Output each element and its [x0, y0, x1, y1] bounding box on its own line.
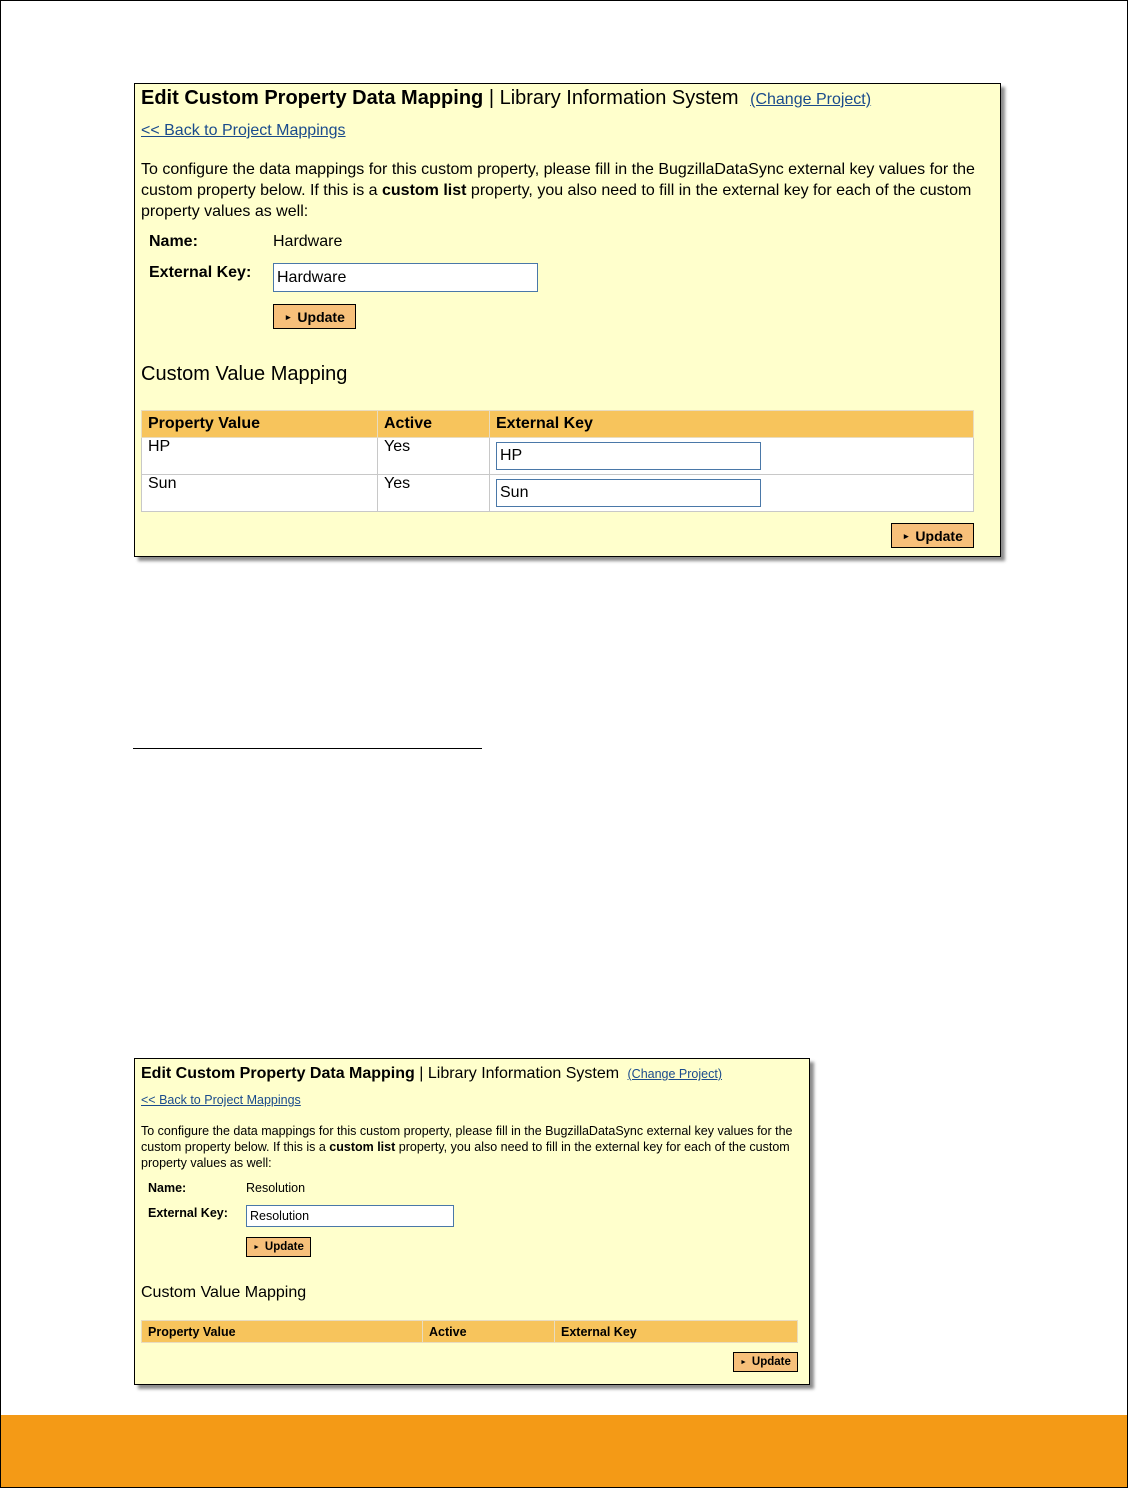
custom-value-table: [141, 1320, 798, 1343]
row-external-key-input[interactable]: HP: [496, 442, 761, 470]
change-project-link[interactable]: (Change Project): [627, 1067, 722, 1081]
page-header: [141, 87, 871, 110]
custom-value-table: [141, 410, 974, 512]
title-separator: |: [419, 1065, 424, 1082]
update-button-label: Update: [264, 1241, 304, 1253]
cell-external-key: [490, 475, 974, 512]
page-title: Edit Custom Property Data Mapping: [141, 87, 484, 109]
external-key-input[interactable]: Hardware: [273, 263, 538, 292]
intro-text-bold: custom list: [382, 182, 467, 199]
title-separator: |: [488, 87, 495, 109]
custom-value-mapping-heading: Custom Value Mapping: [141, 1284, 307, 1301]
table-row: [142, 475, 974, 512]
cell-property-value: Sun: [142, 475, 378, 512]
external-key-label: External Key:: [149, 264, 252, 281]
screenshot-resolution-mapping: [134, 1058, 810, 1385]
custom-value-mapping-heading: Custom Value Mapping: [141, 363, 348, 385]
bottom-update-button-label: Update: [751, 1356, 791, 1368]
name-label: Name:: [148, 1181, 187, 1195]
intro-text-start: To configure the data mappings for this custom property, please fill in the BugzillaDataSync external key values for the custom property below. If this is a: [141, 1124, 793, 1154]
intro-text-end: property, you also need to fill in the external key for each of the custom property values as well:: [141, 182, 972, 220]
cell-active: Yes: [378, 438, 490, 475]
back-to-mappings-link[interactable]: << Back to Project Mappings: [141, 1093, 301, 1107]
header-active: Active: [423, 1321, 555, 1343]
bottom-update-button[interactable]: [733, 1352, 798, 1372]
header-external-key: External Key: [490, 411, 974, 438]
play-arrow-icon: ►: [740, 1358, 747, 1366]
external-key-label: External Key:: [148, 1206, 228, 1220]
bottom-update-button[interactable]: [891, 523, 974, 548]
header-property-value: Property Value: [142, 1321, 423, 1343]
header-external-key: External Key: [555, 1321, 798, 1343]
play-arrow-icon: ►: [253, 1243, 260, 1251]
change-project-link[interactable]: (Change Project): [750, 91, 872, 108]
page-header: [141, 1065, 722, 1083]
play-arrow-icon: ►: [284, 311, 293, 322]
bottom-update-button-label: Update: [915, 527, 963, 544]
update-button[interactable]: [273, 304, 356, 329]
name-value: Resolution: [246, 1181, 306, 1195]
update-button-label: Update: [297, 308, 345, 325]
table-header-row: [142, 411, 974, 438]
project-name: Library Information System: [427, 1065, 620, 1082]
intro-paragraph: [141, 159, 991, 222]
row-external-key-input[interactable]: Sun: [496, 479, 761, 507]
cell-external-key: [490, 438, 974, 475]
update-button[interactable]: [246, 1237, 311, 1257]
intro-paragraph: [141, 1123, 801, 1171]
intro-text-bold: custom list: [329, 1140, 396, 1154]
intro-text-end: property, you also need to fill in the external key for each of the custom property values as well:: [141, 1140, 790, 1170]
page-title: Edit Custom Property Data Mapping: [141, 1065, 415, 1082]
back-to-mappings-link[interactable]: << Back to Project Mappings: [141, 122, 346, 139]
play-arrow-icon: ►: [902, 530, 911, 541]
project-name: Library Information System: [499, 87, 739, 109]
table-header-row: [142, 1321, 798, 1343]
header-property-value: Property Value: [142, 411, 378, 438]
name-label: Name:: [149, 233, 198, 250]
cell-property-value: HP: [142, 438, 378, 475]
cell-active: Yes: [378, 475, 490, 512]
screenshot-hardware-mapping: [134, 83, 1001, 557]
footer-bar: [1, 1415, 1127, 1487]
table-row: [142, 438, 974, 475]
name-value: Hardware: [273, 233, 343, 250]
header-active: Active: [378, 411, 490, 438]
intro-text-start: To configure the data mappings for this custom property, please fill in the BugzillaDataSync external key values for the custom property below. If this is a: [141, 161, 975, 199]
horizontal-rule: [133, 748, 482, 749]
external-key-input[interactable]: Resolution: [246, 1205, 454, 1227]
